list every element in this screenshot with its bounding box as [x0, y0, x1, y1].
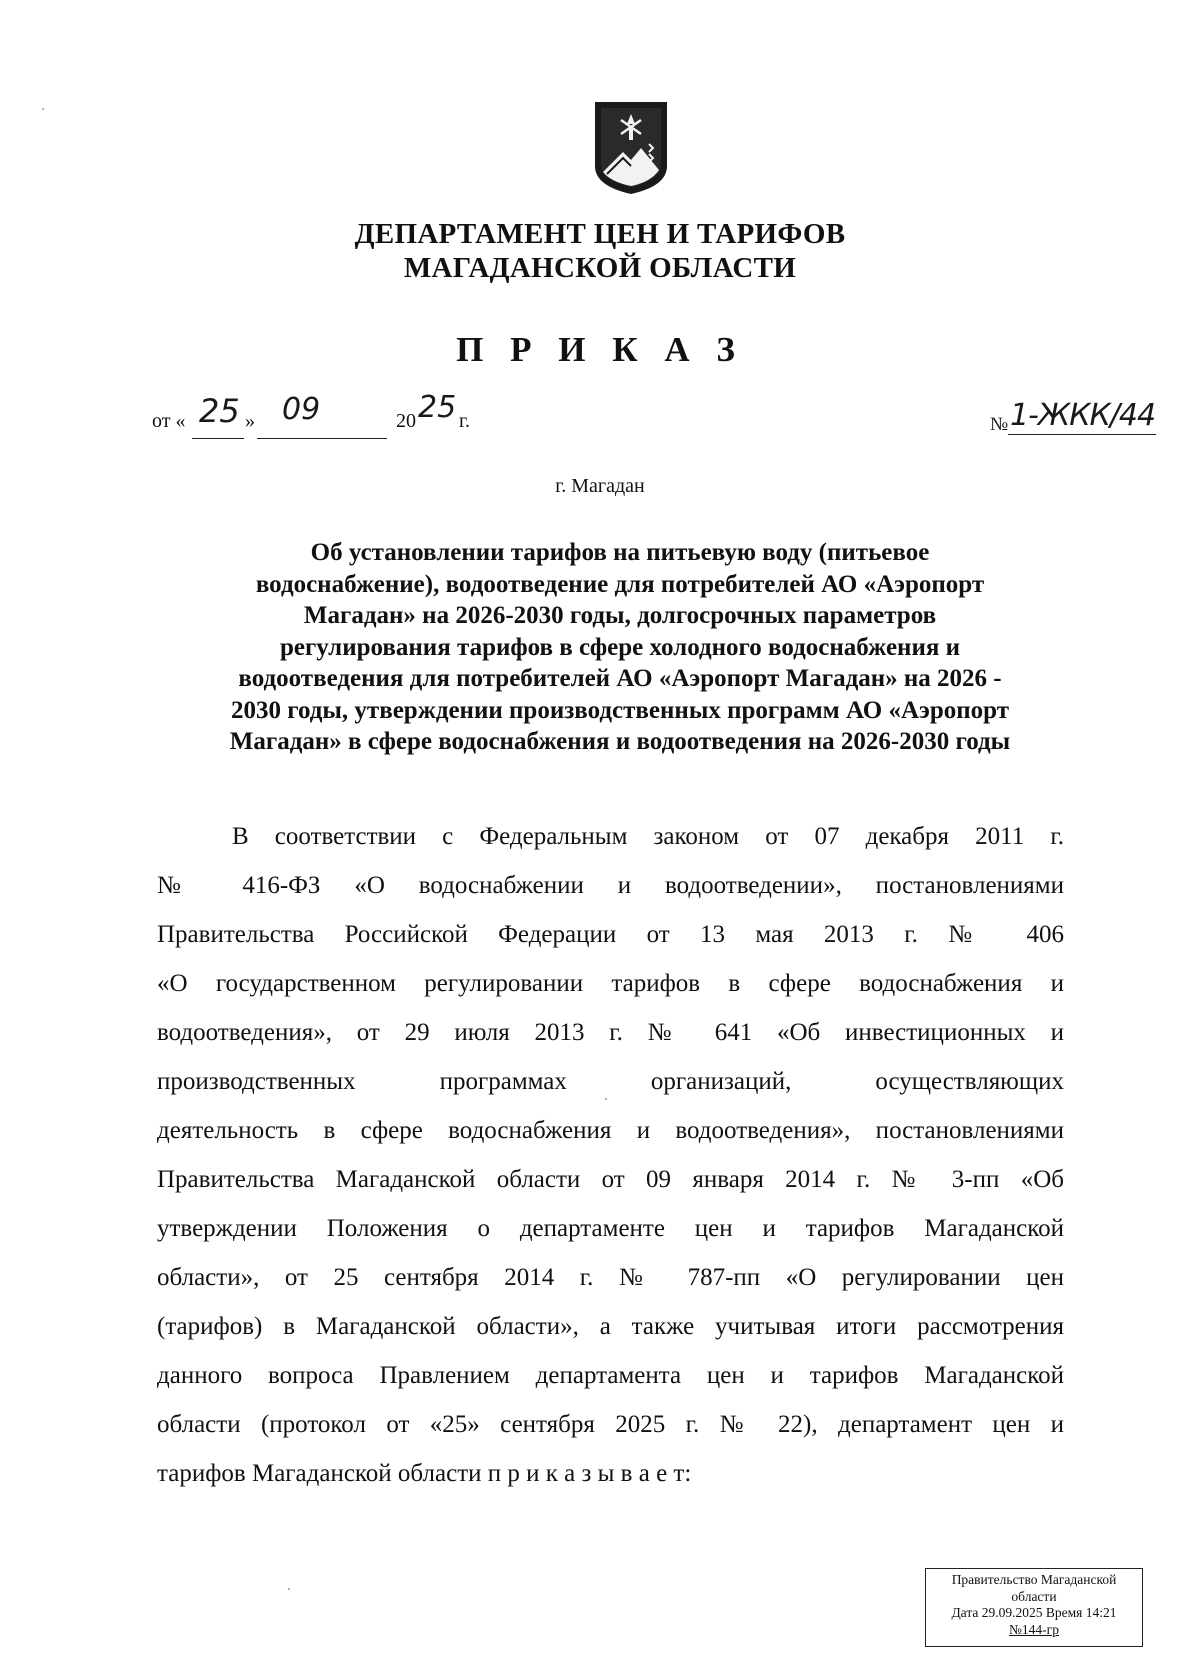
- subject-line: 2030 годы, утверждении производственных программ АО «Аэропорт: [230, 696, 1009, 724]
- body-line: «О государственном регулировании тарифов в сфере водоснабжения и: [157, 970, 1064, 997]
- order-subject: [150, 537, 1090, 758]
- body-line: тарифов Магаданской области п р и к а з ы в а е т:: [157, 1460, 692, 1487]
- body-line: В соответствии с Федеральным законом от 07 декабря 2011 г.: [232, 823, 1064, 850]
- body-line: водоотведения», от 29 июля 2013 г. № 641 «Об инвестиционных и: [157, 1019, 1064, 1046]
- document-type-title: П Р И К А З: [456, 330, 744, 369]
- body-line: производственных программах организаций, осуществляющих: [157, 1068, 1064, 1095]
- registration-stamp: [925, 1568, 1143, 1647]
- body-line: области (протокол от «25» сентября 2025 г. № 22), департамент цен и: [157, 1411, 1064, 1438]
- body-line: Правительства Магаданской области от 09 января 2014 г. № 3-пп «Об: [157, 1166, 1064, 1193]
- scan-speck: [288, 1588, 290, 1590]
- date-month-underline: [257, 438, 387, 439]
- date-year-prefix: 20: [396, 410, 416, 432]
- order-body: [157, 812, 1064, 1498]
- date-year-handwritten: 25: [418, 390, 457, 425]
- body-line: области», от 25 сентября 2014 г. № 787-пп «О регулировании цен: [157, 1264, 1064, 1291]
- number-prefix: №: [990, 414, 1009, 435]
- date-year-suffix: г.: [459, 410, 470, 432]
- stamp-number: №144-гр: [1009, 1621, 1059, 1637]
- body-line: № 416-ФЗ «О водоснабжении и водоотведении», постановлениями: [157, 872, 1064, 899]
- date-close-quote: »: [245, 410, 255, 432]
- stamp-datetime: Дата 29.09.2025 Время 14:21: [951, 1605, 1117, 1620]
- body-line: Правительства Российской Федерации от 13 мая 2013 г. № 406: [157, 921, 1064, 948]
- body-line: (тарифов) в Магаданской области», а также учитывая итоги рассмотрения: [157, 1313, 1064, 1340]
- subject-line: водоснабжение), водоотведение для потребителей АО «Аэропорт: [255, 570, 985, 598]
- scan-speck: [605, 1098, 607, 1100]
- subject-line: Магадан» в сфере водоснабжения и водоотведения на 2026-2030 годы: [229, 728, 1011, 755]
- body-line: утверждении Положения о департаменте цен и тарифов Магаданской: [157, 1215, 1064, 1242]
- order-number: [990, 400, 1170, 470]
- coat-of-arms-icon: [593, 100, 669, 196]
- body-line: деятельность в сфере водоснабжения и водоотведения», постановлениями: [157, 1117, 1064, 1144]
- city-name: г. Магадан: [555, 475, 645, 497]
- subject-line: водоотведения для потребителей АО «Аэропорт Магадан» на 2026 -: [238, 665, 1002, 692]
- date-day-handwritten: 25: [199, 392, 240, 430]
- date-month-handwritten: 09: [282, 392, 321, 427]
- subject-line: Об установлении тарифов на питьевую воду (питьевое: [310, 539, 930, 566]
- department-name-line1: ДЕПАРТАМЕНТ ЦЕН И ТАРИФОВ: [354, 218, 846, 250]
- number-handwritten: 1-ЖКК/44: [1010, 398, 1156, 433]
- department-name-line2: МАГАДАНСКОЙ ОБЛАСТИ: [403, 252, 797, 284]
- stamp-organization: Правительство Магаданской: [951, 1572, 1117, 1587]
- subject-line: регулирования тарифов в сфере холодного водоснабжения и: [279, 633, 961, 661]
- date-prefix: от «: [152, 410, 186, 432]
- subject-line: Магадан» на 2026-2030 годы, долгосрочных параметров: [303, 602, 937, 629]
- date-day-underline: [192, 438, 244, 439]
- body-line: данного вопроса Правлением департамента цен и тарифов Магаданской: [157, 1362, 1064, 1389]
- scan-speck: [42, 108, 44, 110]
- number-underline: [1008, 434, 1156, 435]
- stamp-organization-cont: области: [1011, 1588, 1057, 1604]
